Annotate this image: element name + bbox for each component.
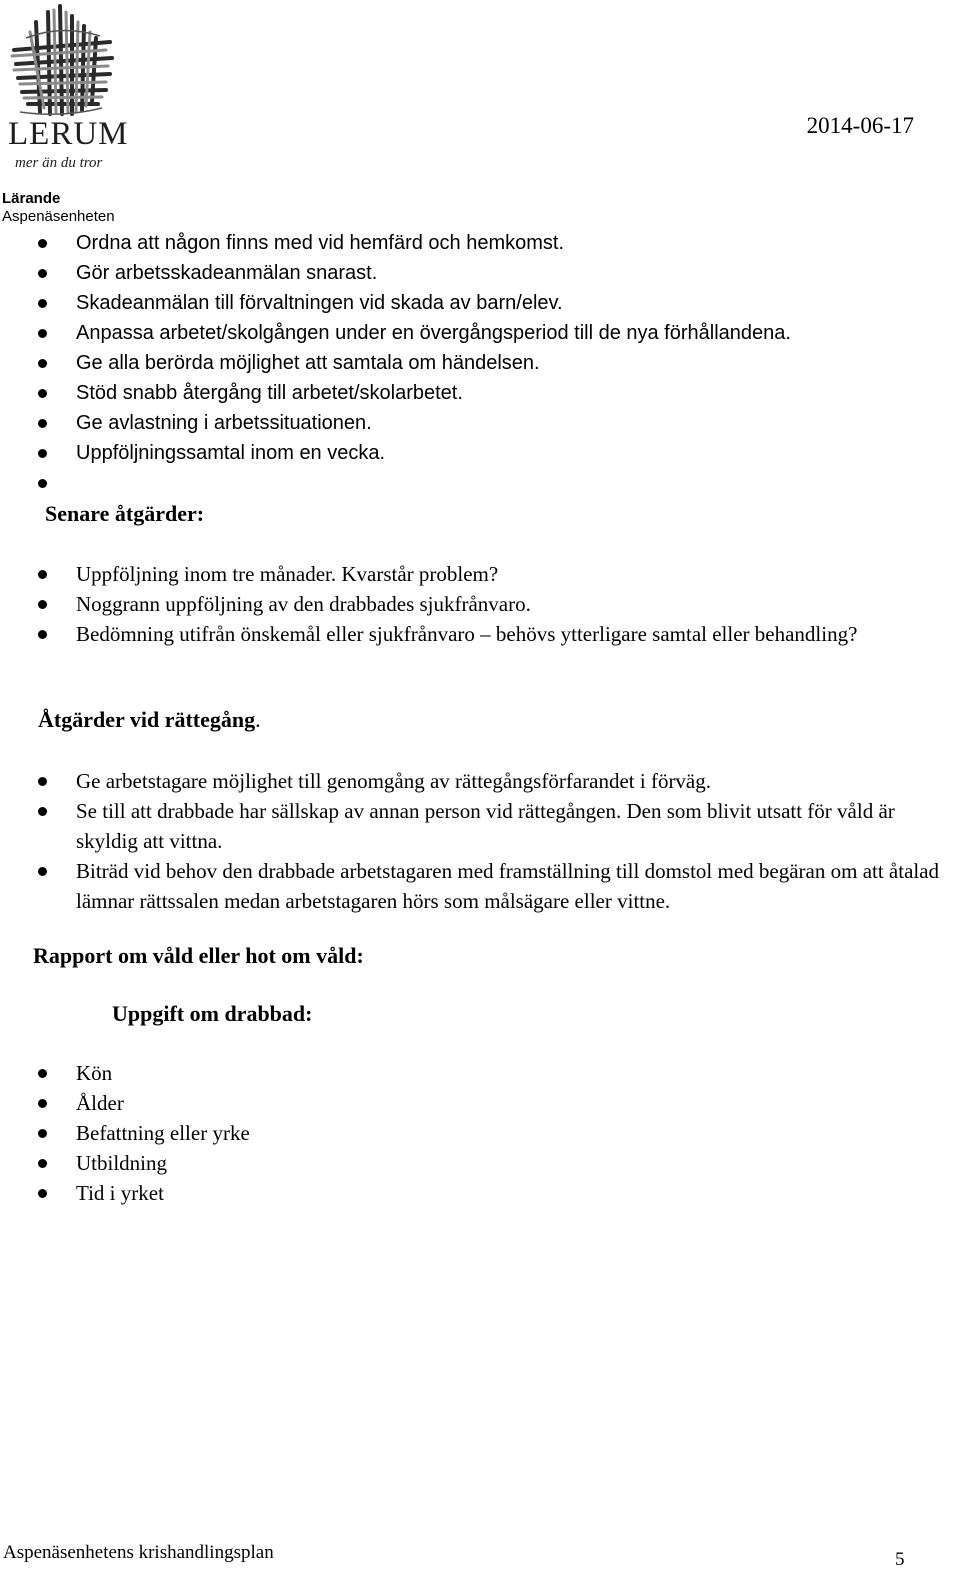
list-item-text: Bedömning utifrån önskemål eller sjukfrånvaro – behövs ytterligare samtal eller behandling?: [76, 622, 858, 646]
trial-actions-list: [0, 766, 940, 916]
bullet-icon: [38, 1159, 47, 1168]
bullet-icon: [38, 1189, 47, 1198]
list-item-text: Gör arbetsskadeanmälan snarast.: [76, 262, 378, 284]
bullet-icon: [38, 299, 47, 308]
list-item-text: Uppföljning inom tre månader. Kvarstår problem?: [76, 562, 499, 586]
list-item: [0, 1118, 930, 1148]
lerum-logo-graphic: [6, 2, 118, 120]
trial-actions-heading-text: Åtgärder vid rättegång: [38, 707, 256, 732]
list-item-text: Utbildning: [76, 1151, 168, 1175]
later-actions-list: [0, 559, 930, 649]
bullet-icon: [38, 777, 47, 786]
later-actions-heading: Senare åtgärder:: [45, 501, 205, 526]
report-subheading: Uppgift om drabbad:: [112, 1001, 313, 1026]
list-item: [0, 438, 930, 468]
report-heading: Rapport om våld eller hot om våld:: [33, 943, 364, 968]
list-item-text: Stöd snabb återgång till arbetet/skolarbetet.: [76, 382, 463, 404]
logo-wordmark: LERUM: [8, 116, 129, 152]
list-item-text: Ge arbetstagare möjlighet till genomgång av rättegångsförfarandet i förväg.: [76, 769, 712, 793]
bullet-icon: [38, 239, 47, 248]
bullet-icon: [38, 570, 47, 579]
list-item-text: Kön: [76, 1061, 113, 1085]
list-item: [0, 766, 930, 796]
unit-subtitle: Aspenäsenheten: [2, 208, 115, 225]
list-item-text: Anpassa arbetet/skolgången under en övergångsperiod till de nya förhållandena.: [76, 322, 791, 344]
logo-tagline: mer än du tror: [15, 155, 103, 171]
list-item: [0, 288, 930, 318]
list-item: [0, 589, 930, 619]
bullet-icon: [38, 1099, 47, 1108]
bullet-icon: [38, 630, 47, 639]
list-item: [0, 468, 930, 498]
bullet-icon: [38, 269, 47, 278]
list-item-text: Biträd vid behov den drabbade arbetstagaren med framställning till domstol med begäran om att åtalad lämnar rättssalen medan arbetstagaren hörs som målsägare eller vittne.: [76, 859, 940, 913]
list-item-text: Ge avlastning i arbetssituationen.: [76, 412, 372, 434]
bullet-icon: [38, 449, 47, 458]
list-item-text: Ge alla berörda möjlighet att samtala om händelsen.: [76, 352, 540, 374]
list-item: [0, 408, 930, 438]
list-item: [0, 856, 956, 916]
list-item: [0, 1178, 930, 1208]
bullet-icon: [38, 807, 47, 816]
list-item-text: Noggrann uppföljning av den drabbades sjukfrånvaro.: [76, 592, 531, 616]
bullet-icon: [38, 329, 47, 338]
list-item: [0, 1148, 930, 1178]
bullet-icon: [38, 419, 47, 428]
lerum-logo: [6, 2, 129, 172]
bullet-icon: [38, 1129, 47, 1138]
list-item: [0, 1088, 930, 1118]
bullet-icon: [38, 867, 47, 876]
bullet-icon: [38, 600, 47, 609]
list-item-text: Ålder: [76, 1091, 124, 1115]
bullet-icon: [38, 1069, 47, 1078]
list-item: [0, 378, 930, 408]
report-items-list: [0, 1058, 930, 1208]
list-item-text: Skadeanmälan till förvaltningen vid skada av barn/elev.: [76, 292, 563, 314]
list-item: [0, 619, 876, 649]
list-item-text: Uppföljningssamtal inom en vecka.: [76, 442, 386, 464]
list-item-text: Tid i yrket: [76, 1181, 164, 1205]
footer-document-title: Aspenäsenhetens krishandlingsplan: [3, 1542, 274, 1563]
list-item: [0, 559, 930, 589]
bullet-icon: [38, 359, 47, 368]
bullet-icon: [38, 479, 47, 488]
list-item: [0, 258, 930, 288]
list-item-text: Se till att drabbade har sällskap av annan person vid rättegången. Den som blivit utsatt för våld är skyldig att vittna.: [76, 799, 895, 853]
list-item: [0, 318, 930, 348]
list-item-text: Ordna att någon finns med vid hemfärd och hemkomst.: [76, 232, 565, 254]
list-item: [0, 348, 930, 378]
list-item-text: Befattning eller yrke: [76, 1121, 250, 1145]
document-date: 2014-06-17: [806, 113, 914, 138]
list-item: [0, 796, 956, 856]
list-item: [0, 1058, 930, 1088]
immediate-actions-list: [0, 228, 930, 498]
bullet-icon: [38, 389, 47, 398]
list-item: [0, 228, 930, 258]
trial-actions-heading-suffix: .: [255, 707, 261, 732]
page-number: 5: [895, 1549, 905, 1570]
unit-title: Lärande: [2, 190, 61, 207]
trial-actions-heading: [38, 706, 261, 734]
